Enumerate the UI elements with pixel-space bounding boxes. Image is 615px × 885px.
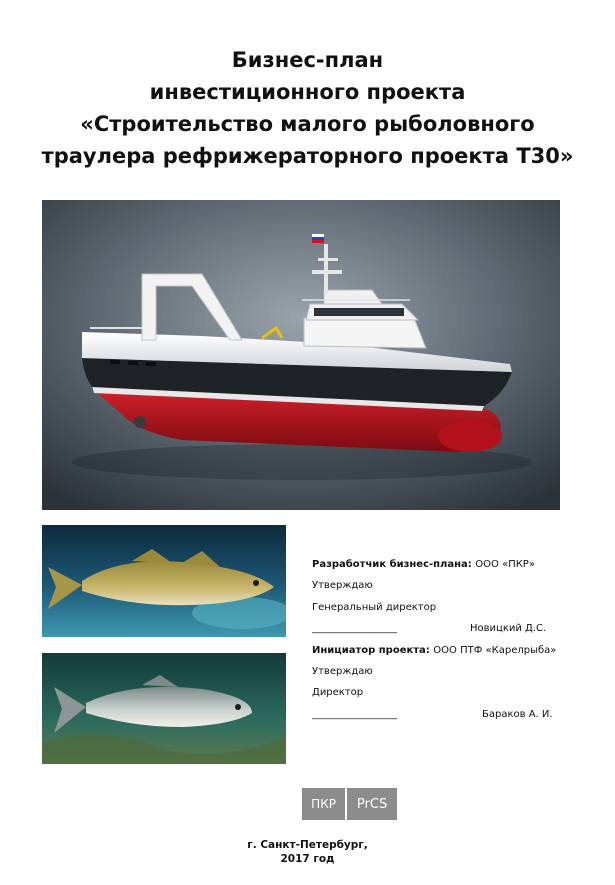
initiator-name: Бараков А. И.	[482, 708, 553, 720]
title-line-4: траулера рефрижераторного проекта Т30»	[41, 144, 574, 168]
title-line-3: «Строительство малого рыболовного	[80, 112, 535, 136]
initiator-row	[312, 640, 582, 661]
developer-approve: Утверждаю	[312, 580, 373, 592]
developer-position: Генеральный директор	[312, 601, 437, 613]
footer-city: г. Санкт-Петербург,	[247, 839, 368, 851]
title-line-2: инвестиционного проекта	[149, 80, 466, 104]
company-logo	[302, 788, 397, 820]
title-line-1: Бизнес-план	[231, 48, 384, 72]
trawler-render-image	[42, 200, 560, 510]
initiator-signature-line: _________________	[312, 708, 397, 720]
cod-fish-image	[42, 525, 286, 637]
developer-label: Разработчик бизнес-плана:	[312, 559, 476, 570]
approval-block	[312, 554, 582, 725]
footer-year: 2017 год	[280, 853, 335, 865]
developer-signature-row	[312, 618, 582, 639]
developer-value: ООО «ПКР»	[475, 559, 535, 570]
logo-right-text: PrCS	[347, 788, 397, 820]
developer-signature-line: _________________	[312, 623, 397, 635]
logo-left-text: ПКР	[302, 788, 345, 820]
developer-name: Новицкий Д.С.	[470, 623, 547, 635]
initiator-value: ООО ПТФ «Карелрыба»	[433, 644, 557, 656]
initiator-position: Директор	[312, 687, 364, 699]
initiator-label: Инициатор проекта:	[312, 644, 434, 656]
developer-row	[312, 554, 582, 575]
footer	[0, 838, 615, 866]
pollock-fish-image	[42, 653, 286, 764]
document-title	[0, 44, 615, 172]
initiator-approve: Утверждаю	[312, 665, 373, 677]
initiator-signature-row	[312, 704, 582, 725]
